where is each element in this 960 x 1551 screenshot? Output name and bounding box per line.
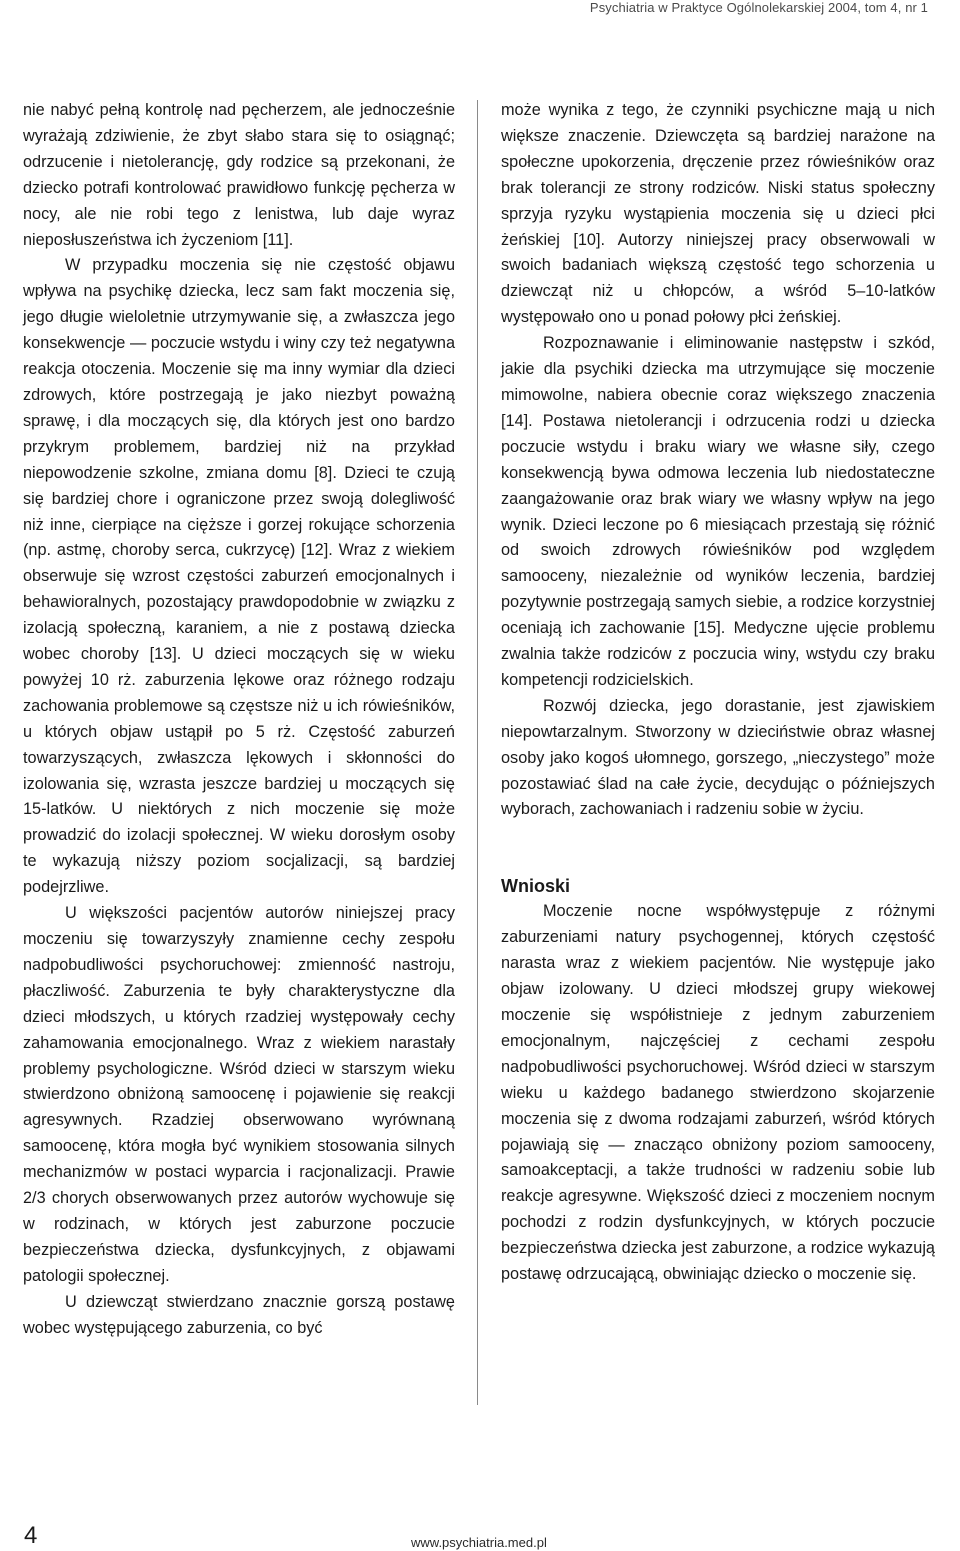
column-divider (477, 100, 478, 1405)
right-column (501, 98, 935, 1288)
footer-url: www.psychiatria.med.pl (411, 1535, 547, 1550)
left-paragraph-4: U dziewcząt stwierdzano znacznie gorszą postawę wobec występującego zaburzenia, co być (23, 1292, 455, 1337)
running-head: Psychiatria w Praktyce Ogólnolekarskiej 2004, tom 4, nr 1 (589, 0, 928, 15)
right-paragraph-4: Moczenie nocne współwystępuje z różnymi zaburzeniami natury psychogennej, których częstość narasta wraz z wiekiem pacjentów. Nie występuje jako objaw izolowany. U dzieci młodszej grupy wiekowej moczenie się współistnieje z jednym zaburzeniem emocjonalnym, najczęściej z cechami zespołu nadpobudliwości psychoruchowej. Wśród dzieci w starszym wieku u każdego badanego stwierdzono skojarzenie moczenia się z dwoma rodzajami zaburzeń, wśród których pojawiają się — znacząco obniżony poziom samooceny, samoakceptacji, a także trudności w radzeniu sobie lub reakcje agresywne. Większość dzieci z moczeniem nocnym pochodzi z rodzin dysfunkcyjnych, w których poczucie bezpieczeństwa dziecka jest zaburzone, a rodzice wykazują postawę odrzucającą, obwiniając dziecko o moczenie się. (501, 902, 935, 1284)
left-paragraph-1: nie nabyć pełną kontrolę nad pęcherzem, ale jednocześnie wyrażają zdziwienie, że zbyt słabo stara się to osiągnąć; odrzucenie i nietolerancję, gdy rodzice są przekonani, że dziecko potrafi kontrolować prawidłowo funkcję pęcherza w nocy, ale nie robi tego z lenistwa, lub daje wyraz nieposłuszeństwa ich życzeniom [11]. (23, 101, 455, 249)
left-paragraph-2: W przypadku moczenia się nie częstość objawu wpływa na psychikę dziecka, lecz sam fakt moczenia się, jego długie wieloletnie utrzymywanie się, a zwłaszcza jego konsekwencje — poczucie wstydu i winy czy też negatywna reakcja otoczenia. Moczenie się ma inny wymiar dla dzieci zdrowych, które postrzegają je jako niezbyt poważną sprawę, i dla moczących się, dla których jest ono bardzo przykrym problemem, bardziej niż na przykład niepowodzenie szkolne, zmiana domu [8]. Dzieci te czują się bardziej chore i ograniczone przez swoją dolegliwość niż inne, cierpiące na cięższe i gorzej rokujące schorzenia (np. astmę, choroby serca, cukrzycę) [12]. Wraz z wiekiem obserwuje się wzrost częstości zaburzeń emocjonalnych i behawioralnych, pozostający prawdopodobnie w związku z izolacją społeczną, karaniem, a nie z postawą dziecka wobec choroby [13]. U dzieci moczących się w wieku powyżej 10 rż. zaburzenia lękowe oraz różnego rodzaju zachowania problemowe są częstsze niż u ich rówieśników, u których objaw ustąpił po 5 rż. Częstość zaburzeń towarzyszących, zwłaszcza lękowych i skłonności do izolowania się, wzrasta jeszcze bardziej u moczących się 15-latków. U niektórych z nich moczenie się może prowadzić do izolacji społecznej. W wieku dorosłym osoby te wykazują niższy poziom socjalizacji, są bardziej podejrzliwe. (23, 256, 455, 897)
left-column (23, 98, 455, 1342)
right-paragraph-1: może wynika z tego, że czynniki psychiczne mają u nich większe znaczenie. Dziewczęta są bardziej narażone na społeczne upokorzenia, dręczenie przez rówieśników oraz brak tolerancji ze strony rodziców. Niski status społeczny sprzyja ryzyku wystąpienia moczenia się u dzieci płci żeńskiej [10]. Autorzy niniejszej pracy obserwowali w swoich badaniach większą częstość tego schorzenia u dziewcząt niż u chłopców, a wśród 5–10-latków występowało ono u ponad połowy płci żeńskiej. (501, 101, 935, 327)
section-heading-wnioski: Wnioski (501, 876, 571, 897)
right-paragraph-2: Rozpoznawanie i eliminowanie następstw i szkód, jakie dla psychiki dziecka ma utrzymujące się moczenie mimowolne, nabiera obecnie coraz większego znaczenia [14]. Postawa nietolerancji i odrzucenia rodzi u dziecka poczucie wstydu i braku wiary we własne siły, czego konsekwencją bywa odmowa leczenia lub niedostateczne zaangażowanie oraz brak wiary we własny wpływ na jego wynik. Dzieci leczone po 6 miesiącach przestają się różnić od swoich zdrowych rówieśników pod względem samooceny, niezależnie od wyników leczenia, bardziej pozytywnie postrzegają samych siebie, a rodzice korzystniej oceniają ich zachowanie [15]. Medyczne ujęcie problemu zwalnia także rodziców z poczucia winy, wstydu czy braku kompetencji rodzicielskich. (501, 334, 935, 689)
page-number: 4 (24, 1522, 38, 1549)
right-paragraph-3: Rozwój dziecka, jego dorastanie, jest zjawiskiem niepowtarzalnym. Stworzony w dzieciństwie obraz własnej osoby jako kogoś ułomnego, gorszego, „nieczystego” może pozostawiać ślad na całe życie, decydując o późniejszych wyborach, zachowaniach i radzeniu sobie w życiu. (501, 696, 935, 819)
left-paragraph-3: U większości pacjentów autorów niniejszej pracy moczeniu się towarzyszyły znamienne cechy zespołu nadpobudliwości psychoruchowej: zmienność nastroju, płaczliwość. Zaburzenia te były charakterystyczne dla dzieci młodszych, u których rzadziej występowały cechy zahamowania emocjonalnego. Wraz z wiekiem narastały problemy psychologiczne. Wśród dzieci w starszym wieku stwierdzono obniżoną samoocenę i pojawienie się reakcji agresywnych. Rzadziej obserwowano wyrównaną samoocenę, która mogła być wynikiem stosowania silnych mechanizmów w postaci wyparcia i racjonalizacji. Prawie 2/3 chorych obserwowanych przez autorów wychowuje się w rodzinach, w których jest zaburzone poczucie bezpieczeństwa dziecka, dysfunkcyjnych, z objawami patologii społecznej. (23, 904, 455, 1285)
